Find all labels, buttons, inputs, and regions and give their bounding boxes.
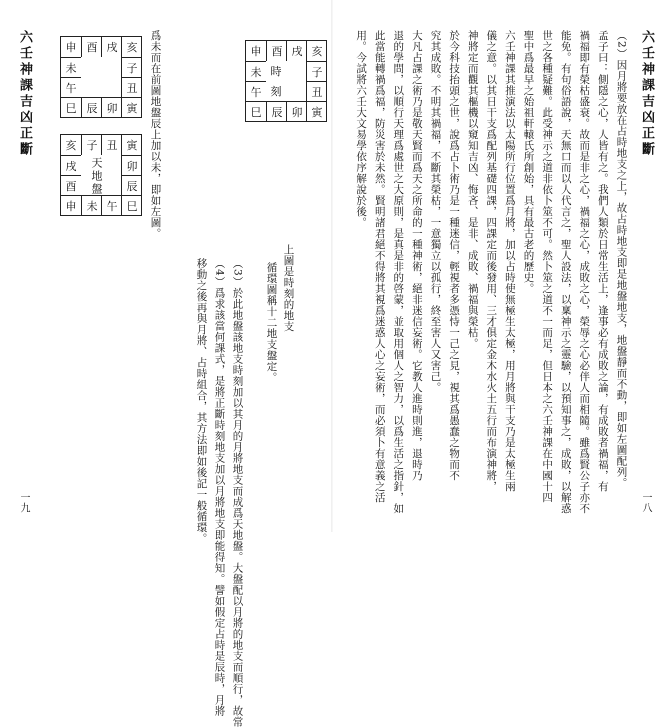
board-cell: 午	[246, 81, 266, 102]
board-cell: 申	[61, 195, 81, 216]
text-column: 於今科技抬頭之世，說爲占卜術乃是一種迷信，輕視者多憑恃一己之見，視其爲愚蠢之物而不	[448, 30, 461, 481]
text-column: 究其成敗。不明其禍福，不斷其榮枯，一意獨立以孤行，終至害人又害己。	[429, 30, 442, 393]
board-cell: 丑	[101, 135, 122, 155]
time-branch-board	[245, 40, 327, 122]
text-column: 退的學問，以順行天理爲處世之大原則，是真是非的啓蒙，並取用個人之智力，以爲生活之指針，如	[392, 30, 405, 514]
board-cell: 未	[246, 61, 266, 82]
board-center-cell	[81, 77, 101, 97]
board-cell: 申	[65, 41, 77, 54]
board-center-label	[91, 157, 102, 196]
board-cell: 卯	[101, 97, 122, 118]
board-cell: 辰	[266, 101, 287, 122]
text-column: 儀之意。以其日干支爲配列基礎四課，四課定而後發用、三才俱定金木水火土五行而布演神將，	[485, 30, 498, 492]
text-column: 孟子曰：側隱之心，人皆有之。我們人類於日常生活上，逢事必有成敗之論，有成敗者禍福，有	[596, 30, 609, 492]
text-column: （4）爲求該當何課式，是將正斷時刻地支加以月將地支即能得知。譬如假定占時是辰時，月將	[213, 258, 226, 717]
board-cell: 寅	[121, 97, 142, 118]
board-cell: 酉	[266, 41, 287, 61]
board-cell: 亥	[65, 139, 77, 152]
left-page-header: 六壬神課吉凶正斷	[17, 30, 32, 158]
text-column: （2）因月將要放在占時地支之上，故占時地支即是地盤地支，地盤靜而不動，即如左圖配列。	[615, 30, 628, 489]
board-cell: 戌	[61, 155, 81, 176]
earthly-branch-board-result	[60, 36, 142, 118]
board-caption-line-2: 循環圖稱十二地支盤定。	[265, 262, 278, 383]
board-center-char: 天	[90, 157, 103, 170]
board-cell: 戌	[286, 41, 307, 61]
board-cell: 午	[61, 77, 81, 98]
board-cell: 酉	[81, 37, 102, 57]
board-cell: 辰	[121, 175, 142, 196]
board-cell: 巳	[121, 195, 142, 216]
board-center-cell	[101, 57, 121, 77]
board-center-cell: 刻	[270, 85, 282, 98]
board-cell: 亥	[121, 37, 142, 57]
board-cell: 子	[81, 135, 102, 155]
board-cell: 戌	[101, 37, 122, 57]
board-cell: 辰	[81, 97, 102, 118]
text-column: 六壬神課其推演法以太陽所行位置爲月將，加以占時使無極生太極，用月將與干支乃是太極生兩	[503, 30, 516, 492]
board-cell: 寅	[306, 101, 327, 122]
text-column: 此當能轉禍爲福，防災害於未然。賢明諸君絕不得將其視爲迷惑人心之妄術，而必須卜有意義之活	[373, 30, 386, 503]
board-center-cell	[101, 77, 121, 97]
board-center-char: 地	[90, 170, 103, 183]
board-center-cell	[286, 61, 306, 81]
board-cell: 丑	[306, 81, 327, 102]
board-cell: 子	[121, 57, 142, 78]
board-cell: 酉	[61, 175, 81, 196]
board-cell: 申	[250, 45, 262, 58]
text-column: 能免。有句俗語說，天無口而以人代言之，聖人設法，以稟神示之靈驗，以預知事之，成敗，以解惑	[559, 30, 572, 514]
board-cell: 午	[101, 195, 122, 216]
text-column: 聖中爲最早之始祖軒轅氏所創始，具有最古老的歷史。	[522, 30, 535, 294]
board-center-cell	[101, 175, 121, 195]
right-page-number: 一八	[640, 492, 651, 513]
board-cell: 寅	[121, 135, 142, 155]
board-cell: 卯	[286, 101, 307, 122]
board-cell: 丑	[121, 77, 142, 98]
board-center-cell	[101, 155, 121, 175]
board-cell: 未	[81, 195, 102, 216]
text-column: 移動之後再與月將、占時組合，其方法即如後記一般循環。	[195, 258, 208, 544]
board-cell: 卯	[121, 155, 142, 176]
board-cell: 巳	[246, 101, 266, 122]
text-column: 爲未而在前圖地盤辰上加以未，即如左圖。	[149, 30, 162, 239]
board-center-cell: 時	[270, 65, 282, 78]
board-cell: 亥	[306, 41, 327, 61]
right-page-header: 六壬神課吉凶正斷	[639, 30, 654, 158]
board-cell: 巳	[61, 97, 81, 118]
text-column: （3）於此地盤該地支時刻加以其月的月將地支而成爲天地盤。大盤配以月將的地支而順行，故常	[231, 258, 244, 727]
board-center-cell	[286, 81, 306, 101]
text-column: 禍福即有榮枯盛衰。故而是非之心，禍福之心，成敗之心，榮辱之心必伴人而相隨。雖爲賢公子亦不	[578, 30, 591, 514]
board-caption-line-1: 上圖是時刻的地支	[282, 244, 295, 332]
text-column: 神將定而觀其樞機以窺知吉凶、悔吝、是非、成敗、禍福與榮枯。	[466, 30, 479, 349]
board-cell: 未	[61, 57, 81, 78]
board-center-cell	[81, 57, 101, 77]
text-column: 大凡占課之術乃是敬天賢而爲天之所命的一種神術，絕非迷信妄術。它教人進時則進，退時乃	[410, 30, 423, 481]
text-column: 世之各種疑難。此受神示之道非依卜筮不可。然卜筮之道不一而足，但日本之六壬神課在中國十四	[541, 30, 554, 503]
book-gutter	[331, 0, 333, 532]
board-center-char: 盤	[90, 183, 103, 196]
heaven-earth-board	[60, 134, 142, 216]
left-page-number: 一九	[18, 492, 29, 513]
board-cell: 子	[306, 61, 327, 82]
text-column: 用。今試將六壬大文易學依序解說於後。	[355, 30, 368, 228]
